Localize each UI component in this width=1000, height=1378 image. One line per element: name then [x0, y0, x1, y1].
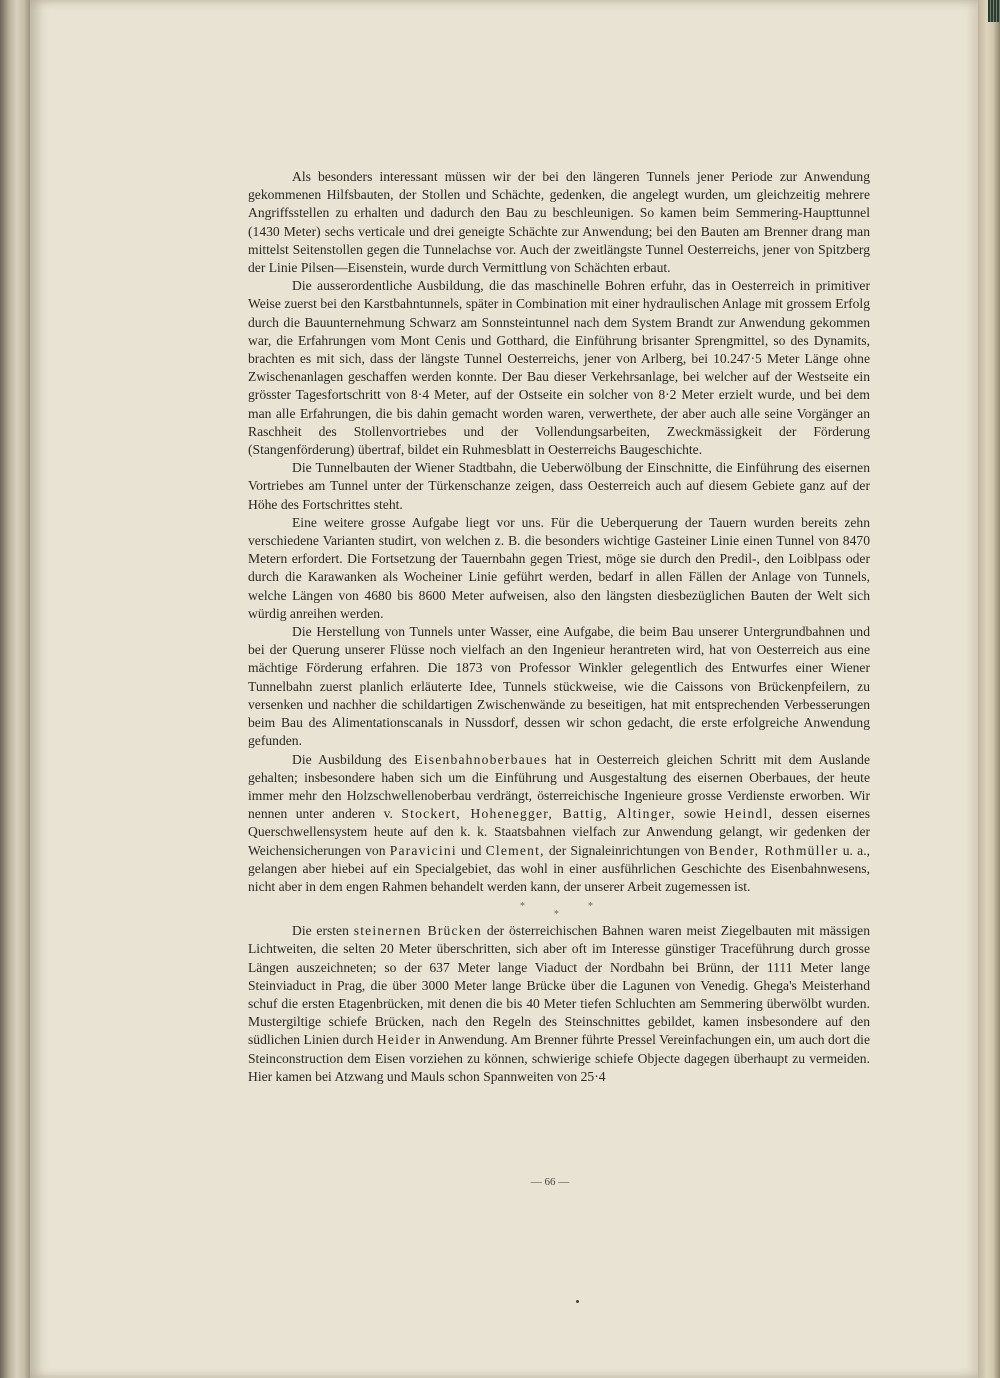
asterism-star: *	[520, 901, 525, 913]
paragraph-stadtbahn: Die Tunnelbauten der Wiener Stadtbahn, die Ueberwölbung der Einschnitte, die Einführung des eisernen Vortriebes am Tunnel unter der Türkenschanze zeigen, dass Oesterreich auch auf diesem Gebiete ganz auf der Höhe des Fortschrittes steht.	[248, 460, 870, 512]
spaced-names: Stockert, Hohenegger, Battig, Altinger,	[401, 806, 676, 822]
spaced-name: Paravicini	[389, 842, 457, 858]
spaced-name: Heider	[376, 1032, 422, 1048]
paragraph-eisenbahnoberbau: Die Ausbildung des Eisenbahnoberbaues hat in Oesterreich gleichen Schritt mit dem Auslande gehalten; insbesondere haben sich um die Einführung und Ausgestaltung des eisernen Oberbaues, der heute immer mehr den Holzschwellenoberbau verdrängt, österreichische Ingenieure grosse Verdienste erworben. Wir nennen unter anderen v. Stockert, Hohenegger, Battig, Altinger, sowie Heindl, dessen eisernes Querschwellensystem heute auf den k. k. Staatsbahnen vielfach zur Anwendung gelangt, wir gedenken der Weichensicherungen von Paravicini und Clement, der Signaleinrichtungen von Bender, Rothmüller u. a., gelangen aber hiebei auf ein Specialgebiet, das wohl in einer ausführlichen Geschichte des Eisenbahnwesens, nicht aber in dem engen Rahmen behandelt werden kann, der unserer Arbeit zugemessen ist.	[248, 751, 870, 894]
page-stack-edge	[0, 0, 30, 1378]
spaced-term: steinernen Brücken	[353, 923, 483, 939]
paragraph-maschinelles-bohren: Die ausserordentliche Ausbildung, die das maschinelle Bohren erfuhr, das in Oesterreich in primitiver Weise zuerst bei den Karstbahntunnels, später in Combination mit einer hydraulischen Anlage mit grossem Erfolg durch die Bauunternehmung Schwarz am Sonnsteintunnel nach dem System Brandt zur Anwendung gekommen war, die Erfahrungen vom Mont Cenis und Gotthard, die Einführung brisanter Sprengmittel, so des Dynamits, brachten es mit sich, dass der längste Tunnel Oesterreichs, jener von Arlberg, bei 10.247·5 Meter Länge ohne Zwischenanlagen geschaffen werden konnte. Der Bau dieser Verkehrsanlage, bei welcher auf der Westseite ein grösster Tagesfortschritt von 8·4 Meter, auf der Ostseite ein solcher von 8·2 Meter erzielt wurde, und bei dem man alle Erfahrungen, die bis dahin gemacht worden waren, verwerthete, der aber auch alle seine Vorgänger an Raschheit des Stollenvortriebes und der Vollendungsarbeiten, Zweckmässigkeit der Förderung (Stangenförderung) übertraf, bildet ein Ruhmesblatt in Oesterreichs Baugeschichte.	[248, 278, 870, 458]
paragraph-steinerne-bruecken: Die ersten steinernen Brücken der österreichischen Bahnen waren meist Ziegelbauten mit mässigen Lichtweiten, die selten 20 Meter überschritten, sich aber oft im Interesse günstiger Traceführung durch grosse Längen auszeichneten; so der 637 Meter lange Viaduct der Nordbahn bei Brünn, der 1111 Meter lange Steinviaduct in Prag, die über 3000 Meter lange Brücke über die Lagunen von Venedig. Ghega's Meisterhand schuf die ersten Etagenbrücken, mit denen die bis 40 Meter tiefen Schluchten am Semmering überwölbt wurden. Mustergiltige schiefe Brücken, nach den Regeln des Steinschnittes gebildet, kamen insbesondere auf den südlichen Linien durch Heider in Anwendung. Am Brenner führte Pressel Vereinfachungen ein, um auch dort die Steinconstruction dem Eisen vorziehen zu können, schwierige schiefe Objecte dagegen überhaupt zu vermeiden. Hier kamen bei Atzwang und Mauls schon Spannweiten von 25·4	[248, 923, 870, 1084]
spaced-name: Heindl,	[724, 806, 774, 822]
next-page-edge	[978, 0, 1000, 1378]
binding-stripe	[988, 0, 1000, 22]
asterism-star: *	[554, 909, 559, 921]
spaced-name: Clement,	[485, 842, 545, 858]
spaced-term: Eisenbahnoberbaues	[414, 751, 548, 767]
page-number: — 66 —	[530, 1176, 570, 1188]
paragraph-tauern: Eine weitere grosse Aufgabe liegt vor uns. Für die Ueberquerung der Tauern wurden bereits zehn verschiedene Varianten studirt, von welchen z. B. die besonders wichtige Gasteiner Linie einen Tunnel von 8470 Metern erfordert. Die Fortsetzung der Tauernbahn gegen Triest, möge sie durch den Predil-, den Loiblpass oder durch die Karawanken als Wocheiner Linie geführt werden, bedarf in allen Fällen der Anlage von Tunnels, welche Längen von 4680 bis 8600 Meter aufweisen, also den längsten diesbezüglichen Bauten der Welt sich würdig anreihen werden.	[248, 514, 870, 621]
spaced-names: Bender, Rothmüller	[708, 842, 839, 858]
section-asterism	[248, 898, 870, 921]
paper-speck	[576, 1300, 579, 1303]
book-page	[30, 0, 978, 1378]
paragraph-tunnels-unter-wasser: Die Herstellung von Tunnels unter Wasser, eine Aufgabe, die beim Bau unserer Untergrundbahnen und bei der Querung unserer Flüsse noch vielfach an den Ingenieur herantreten wird, hat von Oesterreich aus eine mächtige Förderung erfahren. Die 1873 von Professor Winkler gelegentlich des Entwurfes einer Wiener Tunnelbahn zuerst planlich erläuterte Idee, Tunnels stückweise, wie die Caissons von Brückenpfeilern, zu versenken und nachher die schildartigen Zwischenwände zu beseitigen, hat mit entsprechenden Verbesserungen beim Bau des Alimentationscanals in Nussdorf, dessen wir schon gedacht, die erste erfolgreiche Anwendung gefunden.	[248, 624, 870, 749]
paragraph-hilfsbauten: Als besonders interessant müssen wir der bei den längeren Tunnels jener Periode zur Anwendung gekommenen Hilfsbauten, der Stollen und Schächte, gedenken, die angelegt wurden, um gleichzeitig mehrere Angriffsstellen zu erhalten und dadurch den Bau zu beschleunigen. So kamen beim Semmering-Haupttunnel (1430 Meter) sechs verticale und drei geneigte Schächte zur Anwendung; bei den Bauten am Brenner drang man mittelst Seitenstollen gegen die Tunnelachse vor. Auch der zweitlängste Tunnel Oesterreichs, jener von Spitzberg der Linie Pilsen—Eisenstein, wurde durch Vermittlung von Schächten erbaut.	[248, 169, 870, 276]
body-text	[248, 168, 870, 1086]
asterism-star: *	[588, 901, 593, 913]
